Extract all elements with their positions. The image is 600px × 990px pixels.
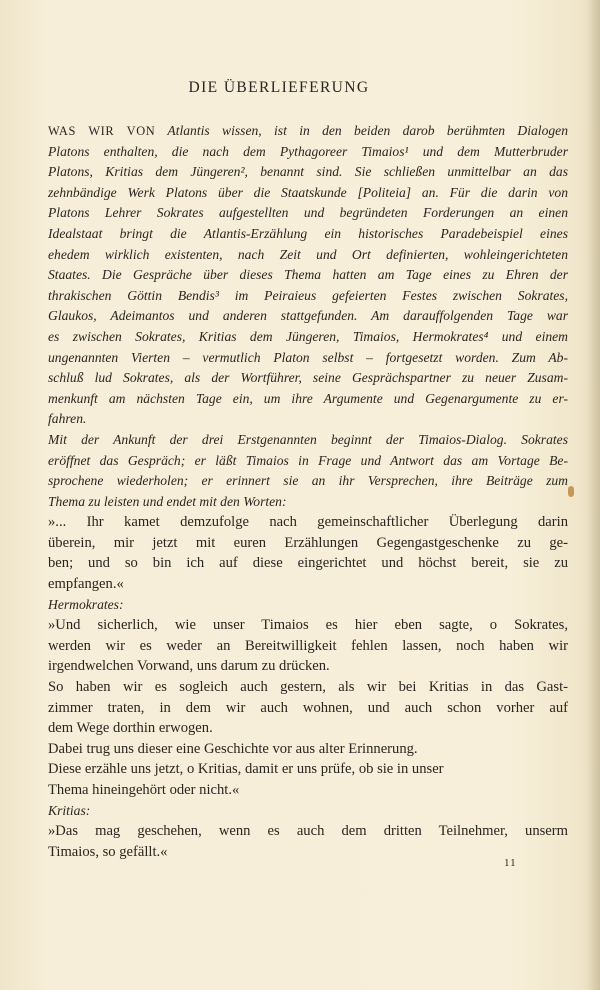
page-heading: DIE ÜBERLIEFERUNG xyxy=(188,79,370,96)
text-line: ehedem wirklich existenten, nach Zeit und Ort definierten, wohleingerichteten xyxy=(48,246,568,262)
text-line: thrakischen Göttin Bendis³ im Peiraieus gefeierten Festes zwischen Sokrates, xyxy=(48,287,568,303)
text-line: zimmer traten, in dem wir auch wohnen, und auch schon vorher auf xyxy=(48,699,568,716)
text-line: werden wir es weder an Bereitwilligkeit fehlen lassen, noch haben wir xyxy=(48,637,568,654)
text-line: Glaukos, Adeimantos und anderen stattgefunden. Am darauffolgenden Tage war xyxy=(48,308,568,324)
text-line: Dabei trug uns dieser eine Geschichte vor aus alter Erinnerung. xyxy=(48,740,418,757)
lead-caps: WAS WIR VON xyxy=(48,124,156,138)
text-line: Staates. Die Gespräche über dieses Thema hatten am Tage eines zu Ehren der xyxy=(48,267,568,283)
text-line: »... Ihr kamet demzufolge nach gemeinschaftlicher Überlegung darin xyxy=(48,514,568,531)
text-line: Timaios, so gefällt.« xyxy=(48,843,168,860)
text-line: fahren. xyxy=(48,411,87,427)
body-text xyxy=(48,121,568,862)
text-line: irgendwelchen Vorwand, uns darum zu drücken. xyxy=(48,658,330,675)
text-line: Platons enthalten, die nach dem Pythagoreer Timaios¹ und dem Mutterbruder xyxy=(48,143,568,159)
text-line: menkunft am nächsten Tage ein, um ihre Argumente und Gegenargumente zu er- xyxy=(48,390,568,406)
page-edge-shadow xyxy=(586,0,600,990)
text-line: überein, mir jetzt mit euren Erzählungen Gegengastgeschenke zu ge- xyxy=(48,534,568,551)
text-line: sprochene wiederholen; er erinnert sie an ihr Versprechen, ihre Beiträge zum xyxy=(48,473,568,489)
text-line: So haben wir es sogleich auch gestern, als wir bei Kritias in das Gast- xyxy=(48,679,568,696)
speaker-label: Kritias: xyxy=(48,802,91,818)
text-line: dem Wege dorthin erwogen. xyxy=(48,720,213,737)
text-line: WAS WIR VON Atlantis wissen, ist in den beiden darob berühmten Dialogen xyxy=(48,123,568,138)
text-line: ungenannten Vierten – vermutlich Platon selbst – fortgesetzt worden. Zum Ab- xyxy=(48,349,568,365)
text-line: schluß lud Sokrates, als der Wortführer, seine Gesprächspartner zu neuer Zusam- xyxy=(48,370,568,386)
text-line: Thema hineingehört oder nicht.« xyxy=(48,782,240,798)
text-line: Mit der Ankunft der drei Erstgenannten beginnt der Timaios-Dialog. Sokrates xyxy=(48,431,568,447)
text-line: zehnbändige Werk Platons über die Staatskunde [Politeia] an. Für die darin von xyxy=(48,184,568,200)
text-line: Platons, Kritias dem Jüngeren², benannt sind. Sie schließen unmittelbar an das xyxy=(48,164,568,180)
text-line: Diese erzähle uns jetzt, o Kritias, damit er uns prüfe, ob sie in unser xyxy=(48,761,444,778)
text-line: es zwischen Sokrates, Kritias dem Jüngeren, Timaios, Hermokrates⁴ und einem xyxy=(48,328,568,344)
text-line: Idealstaat bringt die Atlantis-Erzählung ein historisches Paradebeispiel eines xyxy=(48,225,568,241)
text-line: ben; und so bin ich auf diese eingerichtet und höchst bereit, sie zu xyxy=(48,555,568,572)
text-line: Thema zu leisten und endet mit den Worten: xyxy=(48,493,287,509)
text-line: empfangen.« xyxy=(48,576,124,593)
text-line: »Das mag geschehen, wenn es auch dem dritten Teilnehmer, unserm xyxy=(48,823,568,840)
text-line: »Und sicherlich, wie unser Timaios es hier eben sagte, o Sokrates, xyxy=(48,617,568,634)
paper-stain xyxy=(568,486,574,497)
text-line: Platons Lehrer Sokrates aufgestellten und begründeten Forderungen an einen xyxy=(48,205,568,221)
text-line: eröffnet das Gespräch; er läßt Timaios in Frage und Antwort das am Vortage Be- xyxy=(48,452,568,468)
speaker-label: Hermokrates: xyxy=(48,596,124,612)
page-number: 11 xyxy=(504,857,517,869)
